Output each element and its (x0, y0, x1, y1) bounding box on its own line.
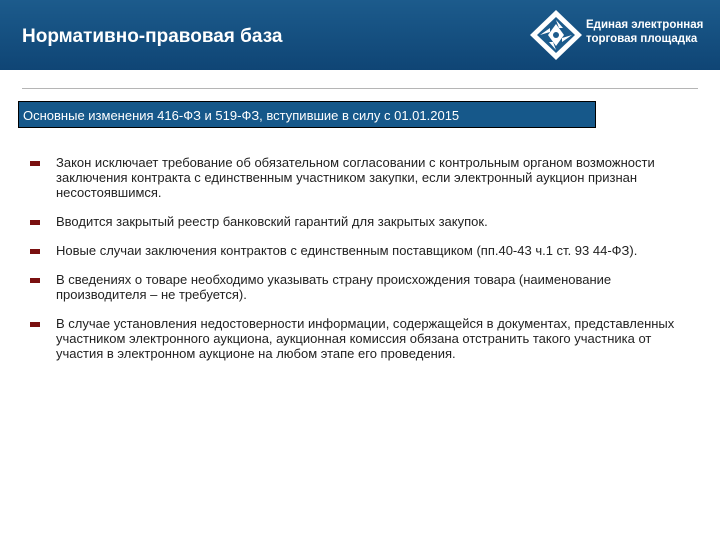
list-item-text: Закон исключает требование об обязательном согласовании с контрольным органом возможности заключения контракта с единственным участником закупки, если электронный аукцион признан несостоявшимся. (56, 155, 655, 200)
list-item (30, 316, 695, 361)
header-bar (0, 0, 720, 70)
bullet-marker-icon (30, 278, 40, 283)
bullet-marker-icon (30, 161, 40, 166)
list-item (30, 243, 695, 258)
logo (528, 8, 708, 62)
list-item-text: В сведениях о товаре необходимо указывать страну происхождения товара (наименование производителя – не требуется). (56, 272, 612, 302)
subtitle-text: Основные изменения 416-ФЗ и 519-ФЗ, вступившие в силу с 01.01.2015 (23, 108, 460, 123)
etp-diamond-logo-icon (528, 8, 584, 62)
logo-line-2: торговая площадка (586, 33, 698, 45)
logo-text (586, 18, 703, 46)
list-item-text: Новые случаи заключения контрактов с единственным поставщиком (пп.40-43 ч.1 ст. 93 44-ФЗ). (56, 243, 638, 258)
logo-line-1: Единая электронная (586, 19, 704, 31)
subtitle-banner (18, 101, 596, 128)
list-item-text: В случае установления недостоверности информации, содержащейся в документах, представленных участником электронного аукциона, аукционная комиссия обязана отстранить такого участника от участия в электронном аукционе на любом этапе его проведения. (56, 316, 675, 361)
list-item (30, 272, 695, 302)
list-item (30, 214, 695, 229)
bullet-marker-icon (30, 249, 40, 254)
bullet-marker-icon (30, 322, 40, 327)
header-divider (22, 88, 698, 89)
page-title: Нормативно-правовая база (22, 26, 283, 47)
bullet-list (30, 155, 695, 375)
list-item (30, 155, 695, 200)
list-item-text: Вводится закрытый реестр банковский гарантий для закрытых закупок. (56, 214, 488, 229)
bullet-marker-icon (30, 220, 40, 225)
